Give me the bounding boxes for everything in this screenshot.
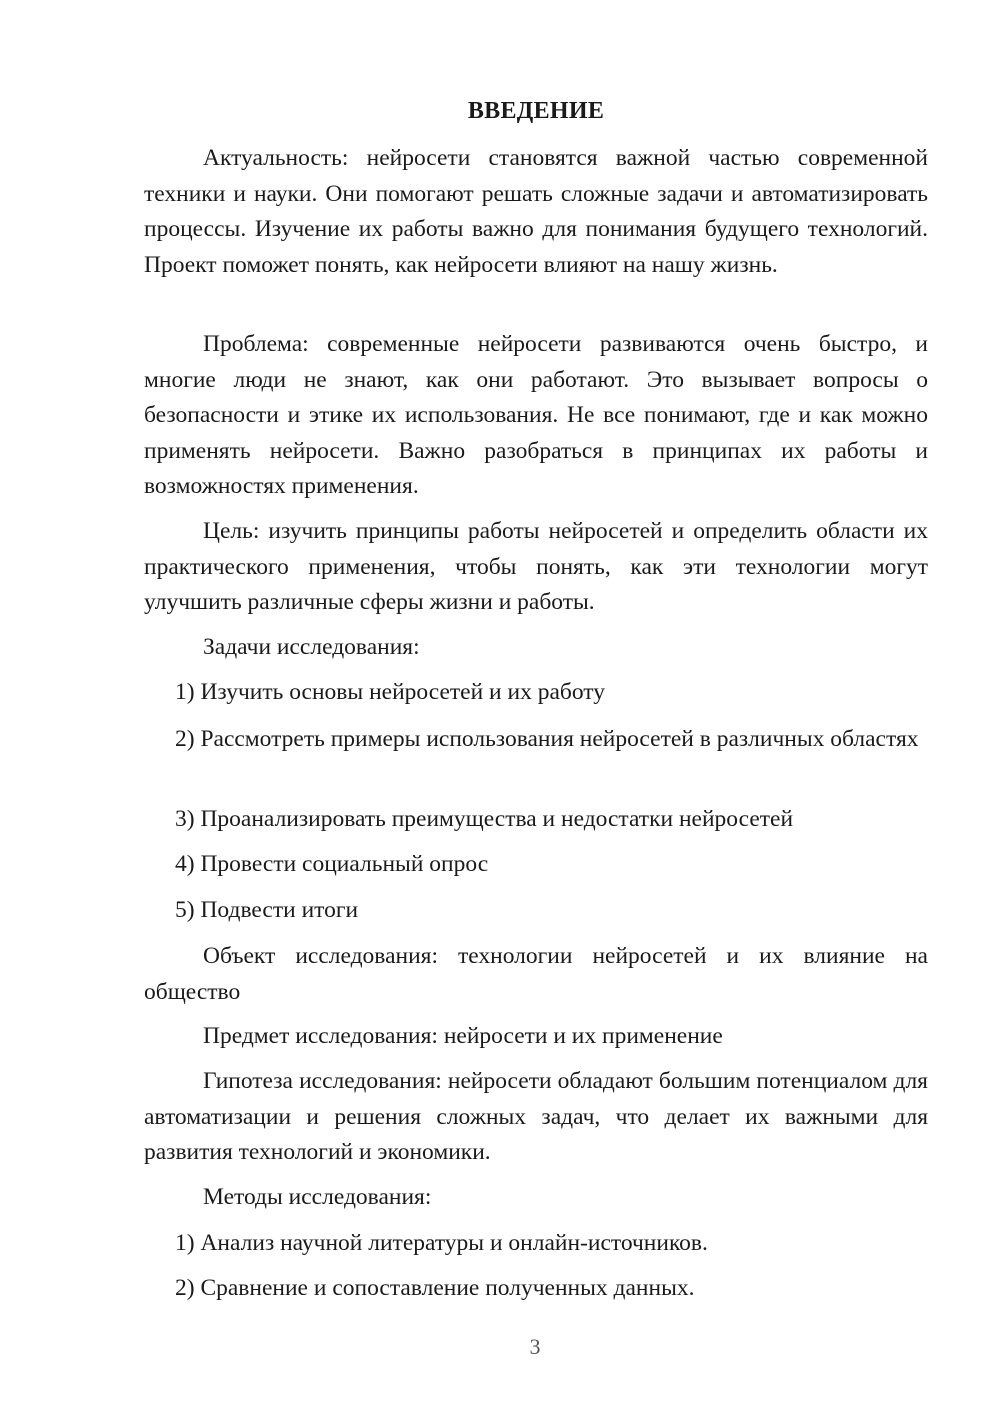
task-item: 2) Рассмотреть примеры использования нейросетей в различных областях <box>175 726 919 752</box>
method-item: 1) Анализ научной литературы и онлайн-источников. <box>175 1230 708 1256</box>
relevance-paragraph: Актуальность: нейросети становятся важной частью современной техники и науки. Они помогают решать сложные задачи и автоматизировать процессы. Изучение их работы важно для понимания будущего технологий. Проект поможет понять, как нейросети влияют на нашу жизнь. <box>144 145 928 278</box>
subject-paragraph: Предмет исследования: нейросети и их применение <box>203 1023 723 1049</box>
page-number: 3 <box>529 1334 541 1359</box>
problem-paragraph: Проблема: современные нейросети развиваются очень быстро, и многие люди не знают, как они работают. Это вызывает вопросы о безопасности и этике их использования. Не все понимают, где и как можно применять нейросети. Важно разобраться в принципах их работы и возможностях применения. <box>144 331 928 500</box>
methods-heading: Методы исследования: <box>203 1184 432 1210</box>
method-item: 2) Сравнение и сопоставление полученных данных. <box>175 1275 695 1301</box>
task-item: 4) Провести социальный опрос <box>175 851 489 877</box>
object-paragraph: Объект исследования: технологии нейросетей и их влияние на общество <box>144 943 928 1005</box>
task-item: 3) Проанализировать преимущества и недостатки нейросетей <box>175 806 794 832</box>
page-title: ВВЕДЕНИЕ <box>467 98 605 124</box>
task-item: 1) Изучить основы нейросетей и их работу <box>175 679 605 705</box>
tasks-heading: Задачи исследования: <box>203 634 420 660</box>
hypothesis-paragraph: Гипотеза исследования: нейросети обладают большим потенциалом для автоматизации и решения сложных задач, что делает их важными для развития технологий и экономики. <box>144 1068 928 1166</box>
task-item: 5) Подвести итоги <box>175 897 359 923</box>
goal-paragraph: Цель: изучить принципы работы нейросетей и определить области их практического применения, чтобы понять, как эти технологии могут улучшить различные сферы жизни и работы. <box>144 518 928 616</box>
